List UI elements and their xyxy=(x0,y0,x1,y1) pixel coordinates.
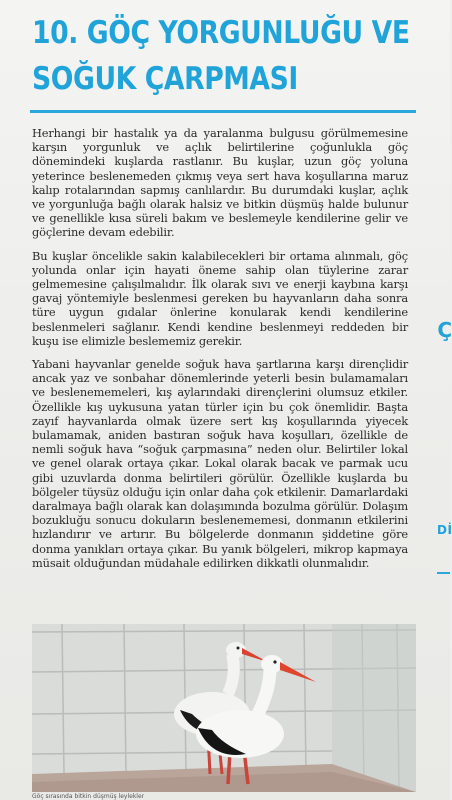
title-line-1: 10. GÖÇ YORGUNLUĞU VE xyxy=(32,15,410,51)
title-line-2: SOĞUK ÇARPMASI xyxy=(32,61,298,97)
adjacent-page-letter: Ç xyxy=(437,318,452,342)
article-body xyxy=(32,126,408,579)
adjacent-page-heading-fragment: Dİ xyxy=(437,523,452,537)
paragraph-3: Yabani hayvanlar genelde soğuk hava şartlarına karşı dirençlidir ancak yaz ve sonbahar dönemlerinde yeterli besin bulamamaları ve beslenememeleri, kış aylarındaki dirençlerini olumsuz etkiler. Özellikle kış uykusuna yatan türler için bu çok önemlidir. Başta zayıf hayvanlarda olmak üzere sert kış koşullarında yiyecek bulamamak, aniden bastıran soğuk hava koşulları, özellikle de nemli soğuk hava “soğuk çarpmasına” neden olur. Belirtiler lokal ve genel olarak ortaya çıkar. Lokal olarak bacak ve parmak ucu gibi uzuvlarda donma belirtileri görülür. Özellikle kuşlarda bu bölgeler tüysüz olduğu için onlar daha çok etkilenir. Damarlardaki daralmaya bağlı olarak kan dolaşımında bozulma görülür. Dolaşım bozukluğu sonucu dokuların beslenememesi, donmanın etkilerini hızlandırır ve artırır. Bu bölgelerde donmanın şiddetine göre donma yanıkları ortaya çıkar. Bu yanık bölgeleri, mikrop kapmaya müsait olduğundan müdahale edilirken dikkatli olunmalıdır. xyxy=(32,357,408,570)
storks-photo xyxy=(32,624,416,792)
paragraph-2: Bu kuşlar öncelikle sakin kalabilecekleri bir ortama alınmalı, göç yolunda onlar için hayati öneme sahip olan tüylerine zarar gelmemesine çalışılmalıdır. İlk olarak sıvı ve enerji kaybına karşı gavaj yöntemiyle beslenmesi gereken bu hayvanların daha sonra türe uygun gıdalar önlerine konularak kendi kendilerine beslenmeleri sağlanır. Kendi kendine beslenmeyi reddeden bir kuşu ise elimizle beslememiz gerekir. xyxy=(32,248,408,348)
paragraph-1: Herhangi bir hastalık ya da yaralanma bulgusu görülmemesine karşın yorgunluk ve açlık belirtilerine çoğunlukla göç dönemindeki kuşlarda rastlanır. Bu kuşlar, uzun göç yoluna yeterince beslenemeden çıkmış veya sert hava koşullarına maruz kalıp rotalarından sapmış canlılardır. Bu durumdaki kuşlar, açlık ve yorgunluğa bağlı olarak halsiz ve bitkin düşmüş halde bulunur ve genellikle kısa süreli bakım ve beslemeyle kendilerine gelir ve göçlerine devam edebilir. xyxy=(32,126,408,240)
photo-caption: Göç sırasında bitkin düşmüş leylekler xyxy=(32,793,145,800)
adjacent-page-rule xyxy=(437,572,450,574)
title-underline xyxy=(30,110,416,113)
page-title xyxy=(32,10,410,102)
storks-illustration xyxy=(32,624,416,792)
